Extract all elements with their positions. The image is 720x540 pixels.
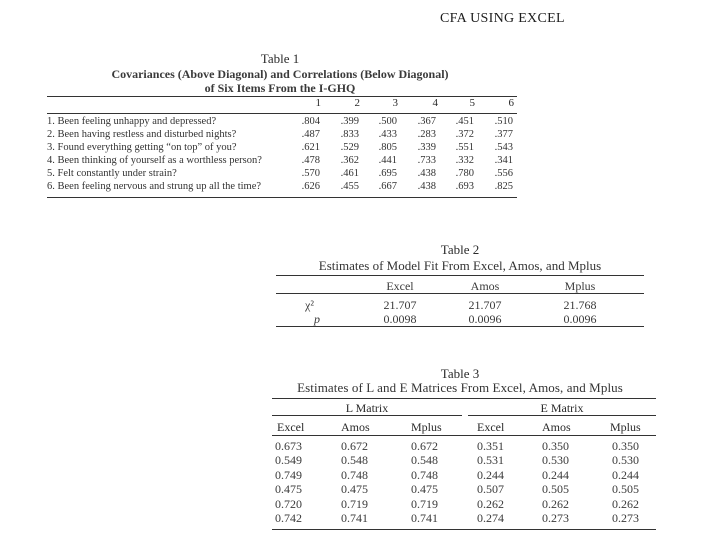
table3-cell: 0.672 xyxy=(411,439,438,453)
table1-cell: .377 xyxy=(494,129,513,140)
table3-cell: 0.262 xyxy=(542,497,569,511)
table2-col-header: Mplus xyxy=(564,279,596,293)
table2-stat-label: p xyxy=(314,312,320,326)
table1-row-label: 4. Been thinking of yourself as a worthless person? xyxy=(47,155,262,166)
table3-label: Table 3 xyxy=(440,366,480,381)
table1-col-header: 1 xyxy=(315,97,321,109)
table3-group-header: E Matrix xyxy=(540,401,584,415)
table1-cell: .543 xyxy=(494,142,513,153)
table3-cell: 0.475 xyxy=(275,482,302,496)
table1-cell: .621 xyxy=(301,142,320,153)
table1-row-label: 3. Found everything getting “on top” of you? xyxy=(47,142,237,153)
table2-col-header: Amos xyxy=(470,279,500,293)
table2-header-rule xyxy=(276,293,644,294)
table1-cell: .510 xyxy=(494,116,513,127)
table1-cell: .780 xyxy=(455,168,474,179)
table3-cell: 0.741 xyxy=(411,511,438,525)
table3-cell: 0.262 xyxy=(612,497,639,511)
table3-header-rule xyxy=(272,435,656,436)
table1-top-rule xyxy=(47,96,517,97)
table3-col-header: Excel xyxy=(477,420,505,434)
table3-col-header: Amos xyxy=(542,420,571,434)
table3-cell: 0.475 xyxy=(341,482,368,496)
table1-cell: .693 xyxy=(455,181,474,192)
table3-cell: 0.505 xyxy=(542,482,569,496)
table1-cell: .372 xyxy=(455,129,474,140)
table1-cell: .556 xyxy=(494,168,513,179)
table1-row-label: 5. Felt constantly under strain? xyxy=(47,168,177,179)
table3-bottom-rule xyxy=(272,529,656,530)
table1-label: Table 1 xyxy=(260,51,300,66)
table2-top-rule xyxy=(276,275,644,276)
table1-cell: .833 xyxy=(340,129,359,140)
table3-col-header: Mplus xyxy=(411,420,442,434)
table2-cell: 0.0096 xyxy=(468,312,502,326)
table2-cell: 21.707 xyxy=(468,298,502,312)
table3-group-rule xyxy=(272,415,462,416)
table3-cell: 0.720 xyxy=(275,497,302,511)
table1-col-header: 4 xyxy=(432,97,438,109)
table2-cell: 0.0098 xyxy=(383,312,417,326)
table3-col-header: Excel xyxy=(277,420,305,434)
table1-cell: .805 xyxy=(378,142,397,153)
table1-caption-line1: Covariances (Above Diagonal) and Correlations (Below Diagonal) xyxy=(111,67,449,81)
table2-col-header: Excel xyxy=(386,279,414,293)
table2-stat-label: χ² xyxy=(305,298,314,312)
table1-cell: .733 xyxy=(417,155,436,166)
table1-row-label: 1. Been feeling unhappy and depressed? xyxy=(47,116,217,127)
table1-caption-line2: of Six Items From the I-GHQ xyxy=(204,81,356,95)
table1-cell: .438 xyxy=(417,181,436,192)
table3-col-header: Mplus xyxy=(610,420,641,434)
page-header: CFA USING EXCEL xyxy=(440,11,565,26)
table1-cell: .626 xyxy=(301,181,320,192)
table1-cell: .825 xyxy=(494,181,513,192)
table3-top-rule xyxy=(272,398,656,399)
table1-col-header: 2 xyxy=(354,97,360,109)
table3-cell: 0.530 xyxy=(612,453,639,467)
table3-cell: 0.548 xyxy=(411,453,438,467)
table1-cell: .441 xyxy=(378,155,397,166)
table1-cell: .529 xyxy=(340,142,359,153)
table1-row-label: 2. Been having restless and disturbed nights? xyxy=(47,129,237,140)
table3-cell: 0.505 xyxy=(612,482,639,496)
table2-cell: 21.707 xyxy=(383,298,417,312)
table2-label: Table 2 xyxy=(440,242,480,257)
table3-cell: 0.244 xyxy=(612,468,639,482)
table1-cell: .500 xyxy=(378,116,397,127)
table3-group-header: L Matrix xyxy=(345,401,389,415)
table1-cell: .551 xyxy=(455,142,474,153)
table3-cell: 0.748 xyxy=(341,468,368,482)
table2-cell: 0.0096 xyxy=(563,312,597,326)
table3-cell: 0.475 xyxy=(411,482,438,496)
table1-cell: .283 xyxy=(417,129,436,140)
table3-cell: 0.672 xyxy=(341,439,368,453)
table3-cell: 0.530 xyxy=(542,453,569,467)
table1-col-header: 3 xyxy=(392,97,398,109)
table1-cell: .455 xyxy=(340,181,359,192)
table3-cell: 0.244 xyxy=(477,468,504,482)
table1-cell: .570 xyxy=(301,168,320,179)
table1-cell: .478 xyxy=(301,155,320,166)
table1-cell: .451 xyxy=(455,116,474,127)
table1-cell: .804 xyxy=(301,116,320,127)
table3-cell: 0.262 xyxy=(477,497,504,511)
table3-cell: 0.274 xyxy=(477,511,504,525)
table3-cell: 0.350 xyxy=(612,439,639,453)
table1-col-header: 5 xyxy=(469,97,475,109)
table2-cell: 21.768 xyxy=(563,298,597,312)
table1-cell: .341 xyxy=(494,155,513,166)
table3-cell: 0.549 xyxy=(275,453,302,467)
table2-caption: Estimates of Model Fit From Excel, Amos, and Mplus xyxy=(318,258,602,273)
table1-col-header: 6 xyxy=(508,97,514,109)
table1-cell: .367 xyxy=(417,116,436,127)
table1-row-label: 6. Been feeling nervous and strung up all the time? xyxy=(47,181,262,192)
table3-cell: 0.741 xyxy=(341,511,368,525)
table1-cell: .461 xyxy=(340,168,359,179)
table3-cell: 0.350 xyxy=(542,439,569,453)
table3-cell: 0.244 xyxy=(542,468,569,482)
table1-header-rule xyxy=(47,113,517,114)
table1-bottom-rule xyxy=(47,197,517,198)
table1-cell: .438 xyxy=(417,168,436,179)
table1-cell: .695 xyxy=(378,168,397,179)
table3-cell: 0.748 xyxy=(411,468,438,482)
table3-cell: 0.273 xyxy=(612,511,639,525)
table1-cell: .362 xyxy=(340,155,359,166)
table3-col-header: Amos xyxy=(341,420,370,434)
table1-cell: .433 xyxy=(378,129,397,140)
table3-cell: 0.673 xyxy=(275,439,302,453)
table2-bottom-rule xyxy=(276,326,644,327)
table3-cell: 0.531 xyxy=(477,453,504,467)
table3-caption: Estimates of L and E Matrices From Excel, Amos, and Mplus xyxy=(297,380,623,395)
table3-cell: 0.719 xyxy=(341,497,368,511)
table3-cell: 0.548 xyxy=(341,453,368,467)
table3-cell: 0.719 xyxy=(411,497,438,511)
table1-cell: .667 xyxy=(378,181,397,192)
table3-cell: 0.742 xyxy=(275,511,302,525)
table3-cell: 0.273 xyxy=(542,511,569,525)
table3-cell: 0.749 xyxy=(275,468,302,482)
table1-cell: .487 xyxy=(301,129,320,140)
table1-cell: .399 xyxy=(340,116,359,127)
table3-group-rule xyxy=(468,415,656,416)
table1-cell: .332 xyxy=(455,155,474,166)
table3-cell: 0.507 xyxy=(477,482,504,496)
table3-cell: 0.351 xyxy=(477,439,504,453)
table1-cell: .339 xyxy=(417,142,436,153)
